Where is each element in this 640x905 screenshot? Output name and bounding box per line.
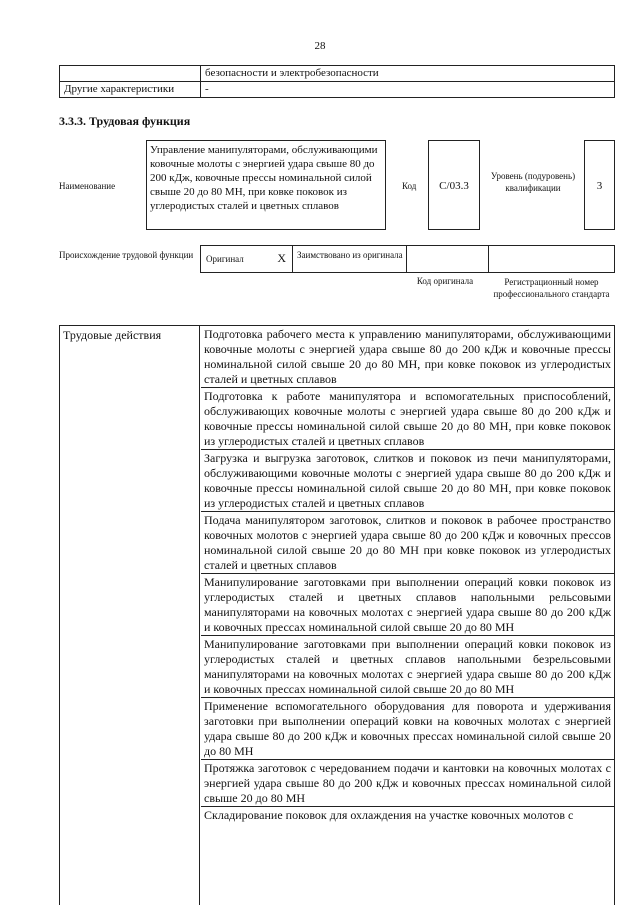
origin-row: [200, 245, 615, 273]
section-title: 3.3.3. Трудовая функция: [59, 114, 191, 128]
borrowed-cell: [293, 246, 407, 272]
actions-list: [201, 326, 614, 823]
table-cell: -: [201, 82, 615, 98]
code-label: Код: [402, 181, 417, 191]
code-original-label: Код оригинала: [416, 276, 474, 286]
table-cell: безопасности и электробезопасности: [201, 66, 615, 82]
origin-label: Происхождение трудовой функции: [59, 250, 194, 260]
code-original-cell: [407, 246, 489, 272]
code-value: C/03.3: [428, 140, 480, 230]
actions-table: [59, 325, 615, 905]
table-cell: Другие характеристики: [60, 82, 201, 98]
reg-number-cell: [489, 246, 614, 272]
name-label: Наименование: [59, 181, 116, 191]
name-value: Управление манипуляторами, обслуживающими ковочные молоты с энергией удара свыше 80 до 200 кДж, ковочные прессы номинальной силой свыше 20 до 80 МН, при ковке поковок из углеродистых сталей и цветных сплавов: [146, 140, 386, 230]
action-item: Манипулирование заготовками при выполнении операций ковки поковок из углеродистых сталей и цветных сплавов напольными рельсовыми манипуляторами на ковочных молотах с энергией удара свыше 80 до 200 кДж и ковочных прессах номинальной силой свыше 20 до 80 МН: [201, 574, 614, 636]
original-mark: X: [277, 251, 286, 265]
action-item: Манипулирование заготовками при выполнении операций ковки поковок из углеродистых сталей и цветных сплавов напольными безрельсовыми манипуляторами на ковочных молотах с энергией удара свыше 80 до 200 кДж и ковочных прессах номинальной силой свыше 20 до 80 МН: [201, 636, 614, 698]
actions-label: Трудовые действия: [63, 328, 162, 342]
action-item: Протяжка заготовок с чередованием подачи и кантовки на ковочных молотах с энергией удара свыше 80 до 200 кДж и ковочных прессах номинальной силой свыше 20 до 80 МН: [201, 760, 614, 807]
reg-number-label: Регистрационный номер профессионального стандарта: [493, 277, 610, 299]
original-cell: [201, 246, 293, 272]
table-row: [60, 66, 615, 82]
page-number: 28: [314, 40, 326, 52]
level-value: 3: [584, 140, 615, 230]
action-item: Подготовка к работе манипулятора и вспомогательных приспособлений, обслуживающих ковочные молоты с энергией удара свыше 80 до 200 кДж и ковочные прессы номинальной силой свыше 20 до 80 МН, при ковке поковок из углеродистых сталей и цветных сплавов: [201, 388, 614, 450]
actions-label-cell: [60, 326, 200, 905]
action-item: Складирование поковок для охлаждения на участке ковочных молотов с: [204, 808, 574, 822]
action-item: Подготовка рабочего места к управлению манипуляторами, обслуживающими ковочные молоты с энергией удара свыше 80 до 200 кДж и ковочные прессы номинальной силой свыше 20 до 80 МН, при ковке поковок из углеродистых сталей и цветных сплавов: [201, 326, 614, 388]
action-item: Подача манипулятором заготовок, слитков и поковок в рабочее пространство ковочных молотов с энергией удара свыше 80 до 200 кДж и ковочных прессов номинальной силой свыше 20 до 80 МН при ковке поковок из углеродистых сталей и цветных сплавов: [201, 512, 614, 574]
action-item: Загрузка и выгрузка заготовок, слитков и поковок из печи манипуляторами, обслуживающими ковочные молоты с энергией удара свыше 80 до 200 кДж и ковочные прессы номинальной силой свыше 20 до 80 МН, при ковке поковок из углеродистых сталей и цветных сплавов: [201, 450, 614, 512]
table-cell: [60, 66, 201, 82]
original-label: Оригинал: [206, 254, 244, 264]
borrowed-label: Заимствовано из оригинала: [297, 250, 403, 260]
continuation-table: [59, 65, 615, 98]
action-item: Применение вспомогательного оборудования для поворота и удерживания заготовки при выполнении операций ковки на ковочных молотах с энергией удара свыше 80 до 200 кДж и ковочных прессах номинальной силой свыше 20 до 80 МН: [201, 698, 614, 760]
table-row: [60, 82, 615, 98]
level-label: Уровень (подуровень) квалификации: [490, 171, 576, 193]
